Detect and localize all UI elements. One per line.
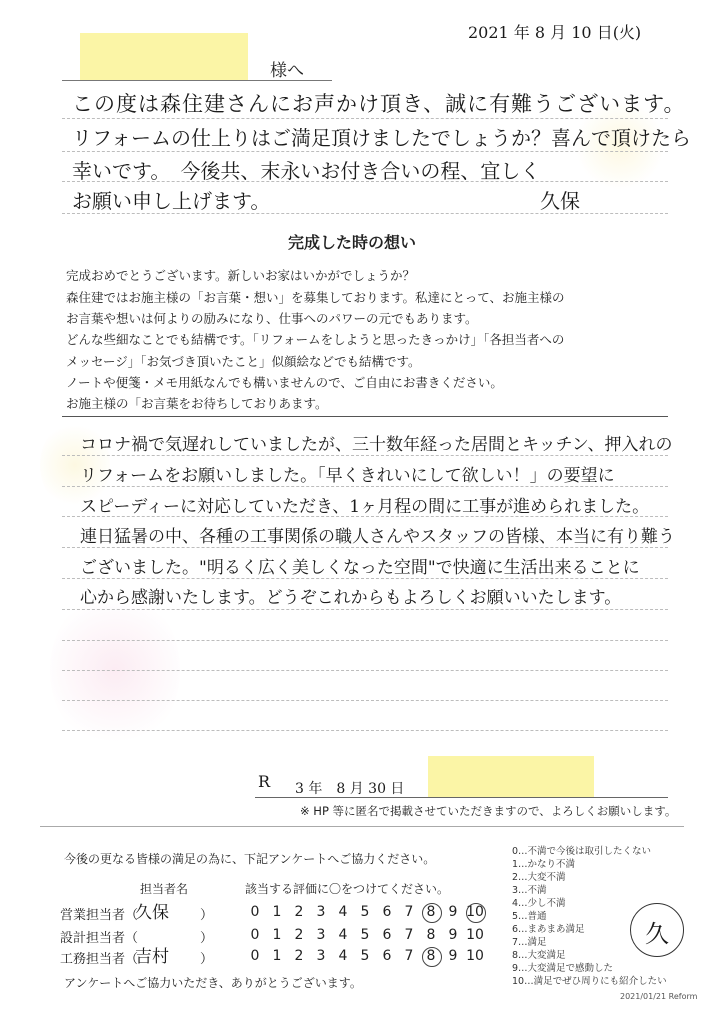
owner-letter-line: 幸いです。 今後共、末永いお付き合いの程、宜しく (72, 159, 541, 183)
rating-option-1[interactable]: 1 (272, 948, 282, 964)
customer-message-line: コロナ禍で気遅れしていましたが、三十数年経った居間とキッチン、押入れの (80, 435, 673, 455)
intro-line: お施主様の「お言葉をお待ちしておりあます。 (66, 396, 328, 411)
rating-option-4[interactable]: 4 (338, 927, 348, 943)
ruled-line (62, 609, 668, 610)
ruled-line (62, 455, 668, 456)
rating-option-3[interactable]: 3 (316, 948, 326, 964)
survey-row-construction (60, 947, 484, 968)
rating-option-0[interactable]: 0 (250, 904, 260, 920)
rating-option-0[interactable]: 0 (250, 948, 260, 964)
customer-message-line: スピーディーに対応していただき、1ヶ月程の間に工事が進められました。 (80, 497, 650, 517)
legend-item: 9…大変満足で感動した (512, 963, 614, 974)
rating-option-8[interactable]: 8 (426, 927, 436, 943)
rating-option-9[interactable]: 9 (448, 904, 458, 920)
survey-row-sales (60, 903, 484, 924)
staff-role-close: ） (200, 931, 214, 946)
ruled-line (62, 486, 668, 487)
ruled-line (62, 640, 668, 641)
date-underline (255, 797, 668, 798)
stamp-text: 久 (645, 920, 669, 948)
rating-option-3[interactable]: 3 (316, 927, 326, 943)
survey-intro: 今後の更なる皆様の満足の為に、下記アンケートへご協力ください。 (64, 852, 436, 866)
rating-option-8[interactable]: 8 (426, 948, 436, 964)
legend-item: 1…かなり不満 (512, 859, 576, 870)
staff-name: 久保 (135, 903, 169, 923)
intro-line: メッセージ」「お気づき頂いたこと」似顔絵などでも結構です。 (66, 354, 421, 369)
rating-option-9[interactable]: 9 (448, 948, 458, 964)
rating-option-7[interactable]: 7 (404, 904, 414, 920)
owner-letter-line: この度は森住建さんにお声かけ頂き、誠に有難うございます。 (72, 92, 686, 116)
intro-line: 完成おめでとうございます。新しいお家はいかがでしょうか？ (66, 268, 416, 283)
ruled-line (62, 700, 668, 701)
staff-role: 営業担当者（ (60, 908, 139, 923)
rating-option-4[interactable]: 4 (338, 948, 348, 964)
staff-role: 工務担当者（ (60, 952, 139, 967)
footer-date: 3 年 8 月 30 日 (295, 781, 405, 797)
intro-line: お言葉や想いは何よりの励みになり、仕事へのパワーの元でもあります。 (66, 311, 478, 326)
ruled-line (62, 670, 668, 671)
ruled-line (62, 181, 668, 182)
ruled-line (62, 547, 668, 548)
ruled-line (62, 151, 668, 152)
rating-option-3[interactable]: 3 (316, 904, 326, 920)
rating-scale (245, 927, 485, 947)
ruled-line (62, 730, 668, 731)
legend-item: 8…大変満足 (512, 950, 566, 961)
section-divider (62, 416, 668, 417)
bottom-divider (40, 826, 684, 827)
legend-item: 2…大変不満 (512, 872, 566, 883)
redacted-name (428, 756, 594, 798)
rating-option-8[interactable]: 8 (426, 904, 436, 920)
rating-option-4[interactable]: 4 (338, 904, 348, 920)
legend-item: 5…普通 (512, 911, 547, 922)
rating-option-2[interactable]: 2 (294, 948, 304, 964)
rating-circle-mark (422, 903, 442, 923)
rating-option-6[interactable]: 6 (382, 948, 392, 964)
staff-name: 吉村 (135, 947, 169, 967)
survey-thanks: アンケートへご協力いただき、ありがとうございます。 (64, 976, 362, 990)
anonymity-notice: ※ HP 等に匿名で掲載させていただきますので、よろしくお願いします。 (300, 804, 677, 818)
rating-circle-mark (466, 903, 486, 923)
rating-option-2[interactable]: 2 (294, 904, 304, 920)
ruled-line (62, 118, 668, 119)
staff-role-close: ） (200, 908, 214, 923)
legend-item: 7…満足 (512, 937, 547, 948)
intro-line: どんな些細なことでも結構です。「リフォームをしようと思ったきっかけ」「各担当者への (66, 332, 565, 347)
legend-item: 3…不満 (512, 885, 547, 896)
form-code: 2021/01/21 Reform (620, 992, 698, 1001)
ruled-line (62, 578, 668, 579)
customer-message-line: 心から感謝いたします。どうぞこれからもよろしくお願いいたします。 (80, 588, 622, 608)
rating-option-9[interactable]: 9 (448, 927, 458, 943)
stamp (630, 903, 684, 957)
staff-role: 設計担当者（ (60, 931, 139, 946)
rating-option-5[interactable]: 5 (360, 948, 370, 964)
letter-date: 2021 年 8 月 10 日(火) (468, 23, 642, 42)
owner-letter-line: リフォームの仕上りはご満足頂けましたでしょうか？喜んで頂けたら (72, 126, 691, 150)
redacted-name (80, 33, 248, 81)
rating-circle-mark (422, 947, 442, 967)
rating-option-1[interactable]: 1 (272, 927, 282, 943)
footer-date-era: R (258, 772, 271, 791)
rating-option-10[interactable]: 10 (466, 948, 484, 964)
rating-option-5[interactable]: 5 (360, 904, 370, 920)
section-title: 完成した時の想い (288, 233, 417, 252)
ruled-line (62, 213, 668, 214)
rating-option-2[interactable]: 2 (294, 927, 304, 943)
legend-item: 6…まあまあ満足 (512, 924, 585, 935)
rating-option-7[interactable]: 7 (404, 948, 414, 964)
staff-role-close: ） (200, 952, 214, 967)
legend-item: 0…不満で今後は取引したくない (512, 846, 652, 857)
rating-option-6[interactable]: 6 (382, 904, 392, 920)
rating-option-7[interactable]: 7 (404, 927, 414, 943)
survey-rating-header: 該当する評価に〇をつけてください。 (245, 882, 450, 896)
addressee-underline (62, 80, 332, 81)
ruled-line (62, 516, 668, 517)
intro-line: ノートや便箋・メモ用紙なんでも構いませんので、ご自由にお書きください。 (66, 375, 503, 390)
rating-scale (245, 904, 485, 924)
rating-option-10[interactable]: 10 (466, 927, 484, 943)
rating-option-1[interactable]: 1 (272, 904, 282, 920)
survey-staff-header: 担当者名 (140, 882, 189, 896)
intro-line: 森住建ではお施主様の「お言葉・想い」を募集しております。私達にとって、お施主様の (66, 290, 565, 305)
rating-option-5[interactable]: 5 (360, 927, 370, 943)
owner-letter-line: お願い申し上げます。 (72, 189, 271, 213)
customer-message-line: 連日猛暑の中、各種の工事関係の職人さんやスタッフの皆様、本当に有り難う (80, 527, 675, 547)
rating-scale (245, 948, 485, 968)
rating-option-10[interactable]: 10 (466, 904, 484, 920)
legend-item: 4…少し不満 (512, 898, 566, 909)
rating-option-6[interactable]: 6 (382, 927, 392, 943)
customer-message-line: リフォームをお願いしました。「早くきれいにして欲しい！」の要望に (80, 466, 615, 486)
rating-option-0[interactable]: 0 (250, 927, 260, 943)
addressee-suffix: 様へ (270, 61, 304, 81)
survey-row-design (60, 927, 484, 947)
customer-message-line: ございました。"明るく広く美しくなった空間"で快適に生活出来ることに (80, 558, 640, 578)
owner-signature: 久保 (540, 189, 580, 213)
legend-item: 10…満足でぜひ周りにも紹介したい (512, 976, 667, 987)
